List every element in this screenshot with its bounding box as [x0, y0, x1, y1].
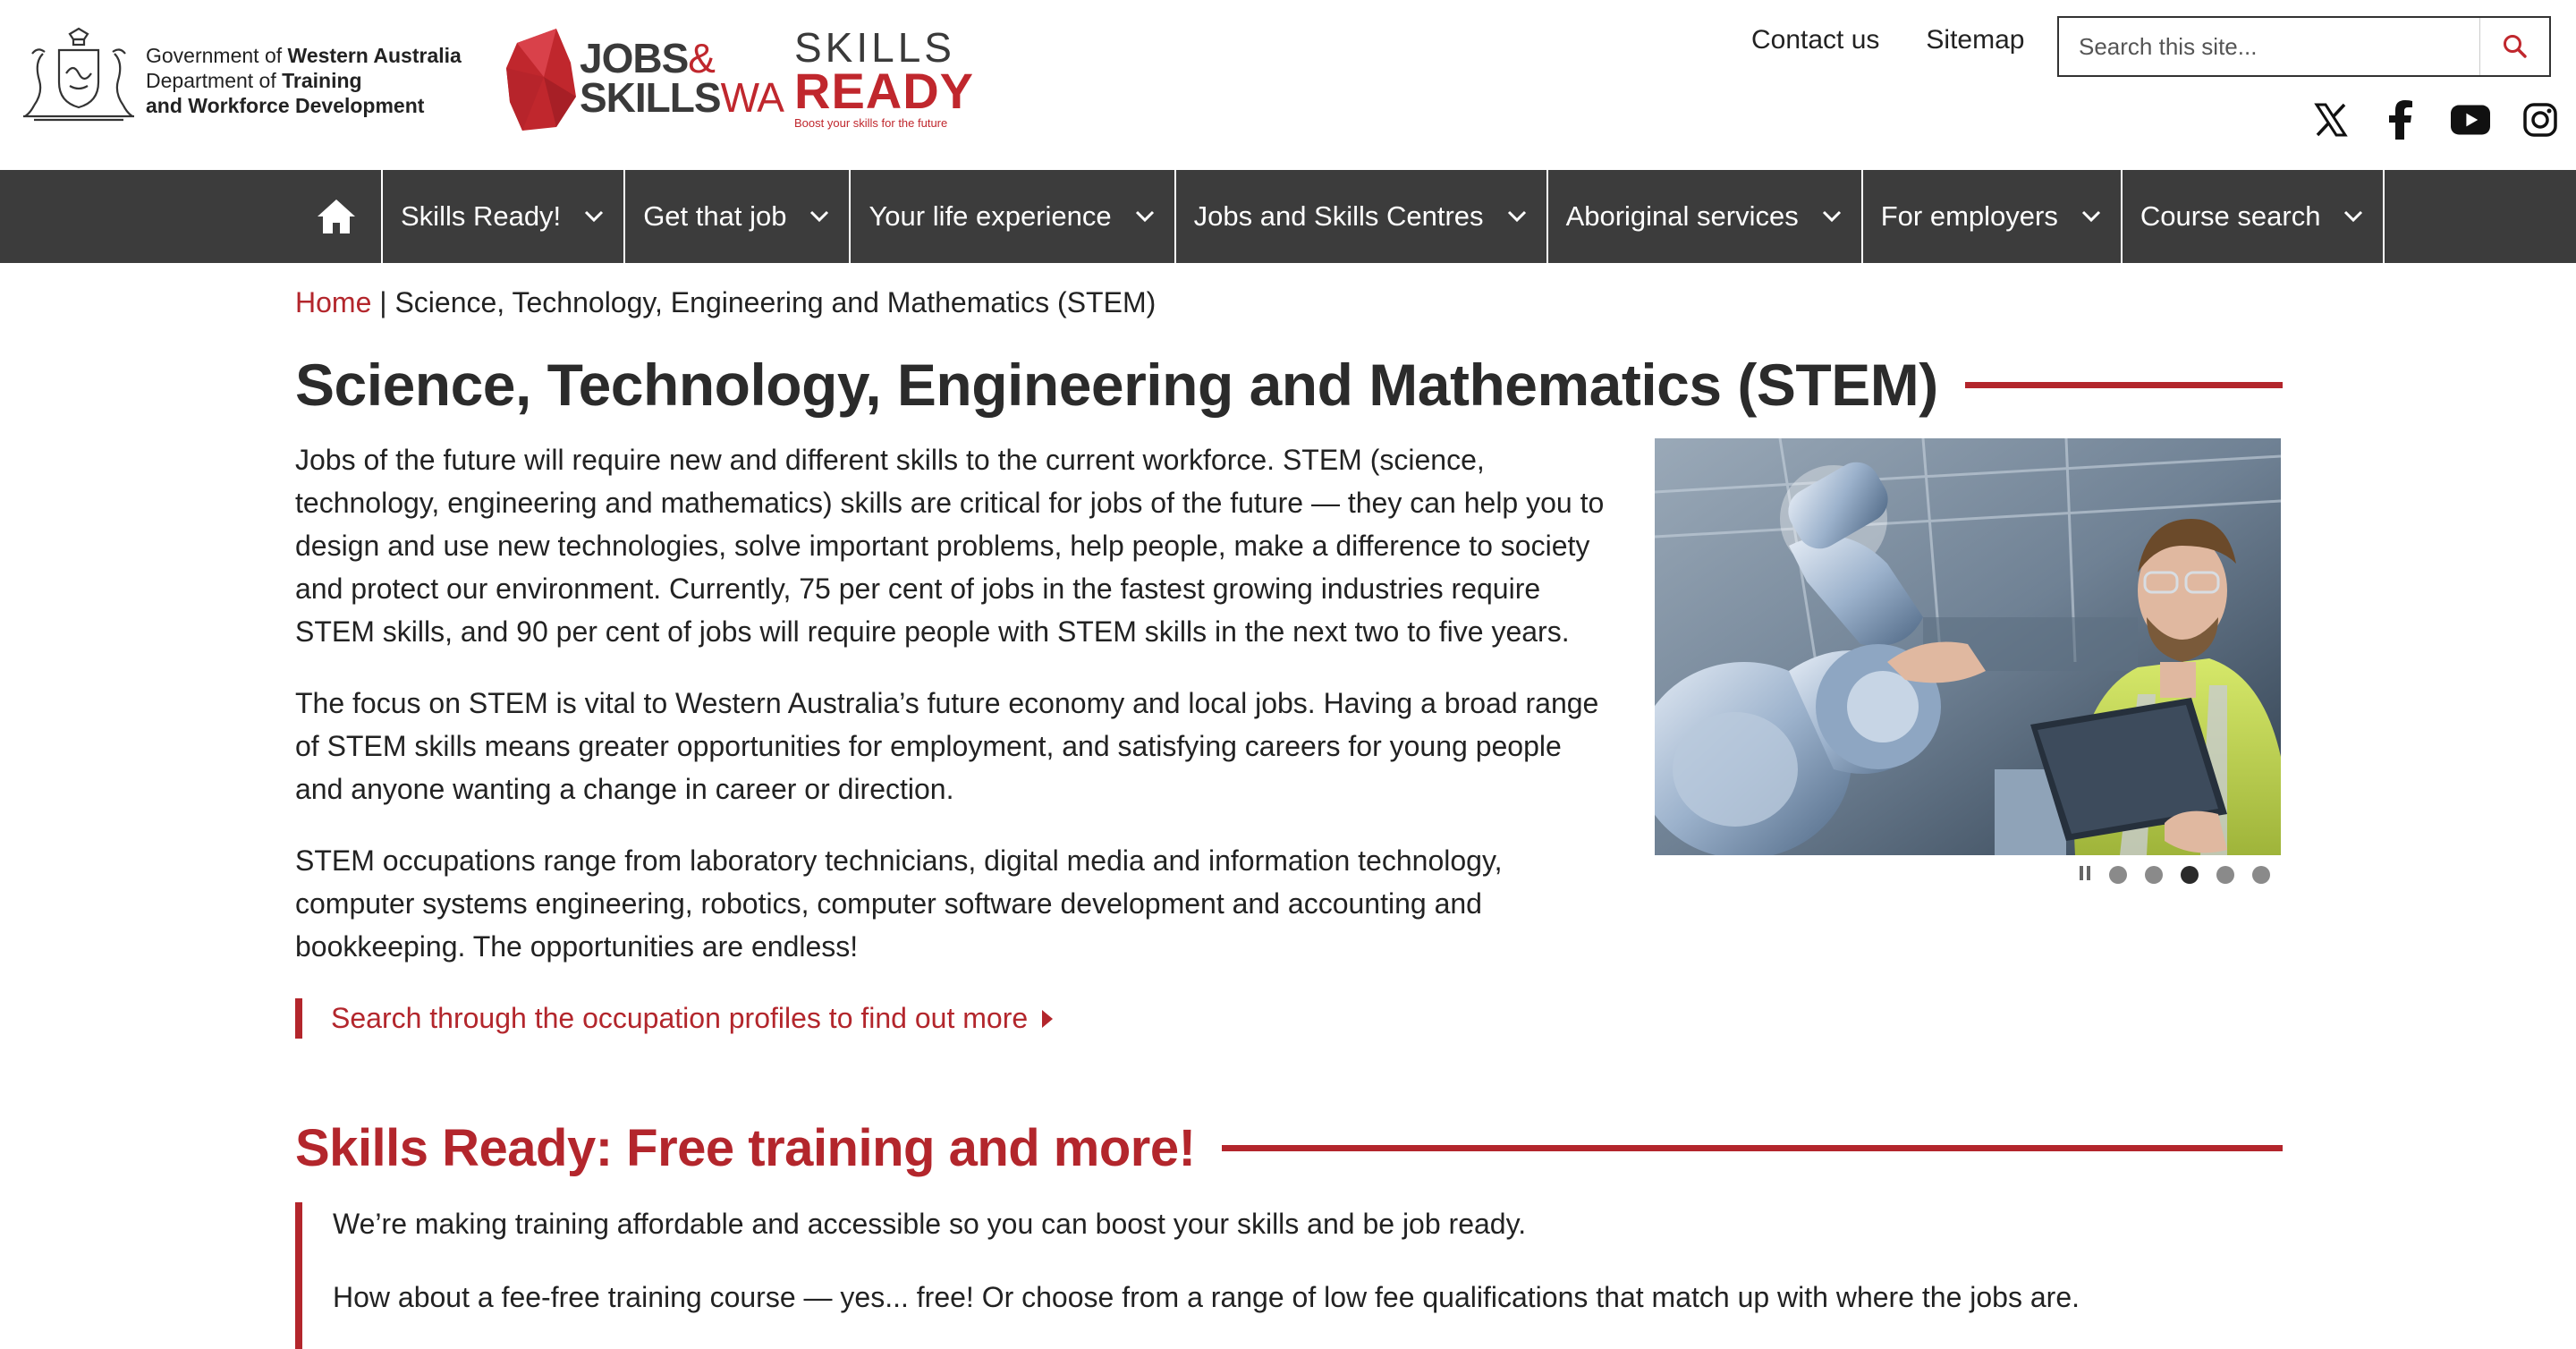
site-header	[0, 0, 2576, 170]
skills-ready-logo-top: SKILLS	[794, 24, 955, 71]
nav-item-your-life-experience[interactable]	[851, 170, 1175, 263]
x-icon[interactable]	[2311, 100, 2351, 140]
skills-ready-heading: Skills Ready: Free training and more!	[295, 1119, 1196, 1177]
carousel-dot[interactable]	[2216, 866, 2234, 884]
nav-item-label: Your life experience	[869, 200, 1112, 232]
breadcrumb-home-link[interactable]: Home	[295, 286, 372, 318]
chevron-down-icon	[809, 210, 829, 223]
skills-ready-callout	[295, 1202, 2283, 1349]
skills-ready-tagline: Boost your skills for the future	[794, 116, 948, 130]
nav-item-label: Aboriginal services	[1565, 200, 1799, 232]
search-icon	[2502, 33, 2529, 60]
search-button[interactable]	[2479, 18, 2549, 75]
jobs-logo-line2: SKILLSWA	[580, 74, 784, 121]
wa-coat-of-arms-logo[interactable]	[16, 27, 141, 125]
chevron-down-icon	[1507, 210, 1527, 223]
nav-item-skills-ready[interactable]	[383, 170, 625, 263]
search-input[interactable]	[2059, 18, 2479, 75]
carousel-dot[interactable]	[2252, 866, 2270, 884]
nav-item-label: Jobs and Skills Centres	[1193, 200, 1484, 232]
carousel-dot-active[interactable]	[2181, 866, 2199, 884]
skills-ready-heading-row	[295, 1118, 2283, 1178]
occupation-profiles-link[interactable]	[295, 998, 1053, 1039]
nav-home-button[interactable]	[292, 170, 383, 263]
intro-paragraph: Jobs of the future will require new and different skills to the current workforce. STEM (science, technology, engineering and mathematics) skills are critical for jobs of the future — they can help you to design and use new technologies, solve important problems, help people, make a difference to society and protect our environment. Currently, 75 per cent of jobs in the fastest growing industries require STEM skills, and 90 per cent of jobs will require people with STEM skills in the next two to five years.	[295, 444, 1605, 648]
intro-paragraph: The focus on STEM is vital to Western Australia’s future economy and local jobs. Having a broad range of STEM skills means greater opportunities for employment, and satisfying careers for young people and anyone wanting a change in career or direction.	[295, 687, 1599, 805]
home-icon	[316, 198, 357, 235]
carousel-pause-icon[interactable]	[2079, 866, 2091, 884]
sitemap-link[interactable]: Sitemap	[1926, 25, 2025, 55]
chevron-down-icon	[1135, 210, 1155, 223]
breadcrumb	[295, 286, 1156, 319]
social-links	[2311, 100, 2560, 140]
chevron-down-icon	[584, 210, 604, 223]
breadcrumb-current: Science, Technology, Engineering and Mathematics (STEM)	[394, 286, 1157, 318]
carousel-dot[interactable]	[2109, 866, 2127, 884]
nav-item-jobs-and-skills-centres[interactable]	[1176, 170, 1548, 263]
caret-right-icon	[1042, 1010, 1053, 1028]
intro-text	[295, 438, 1610, 997]
chevron-down-icon	[1822, 210, 1842, 223]
nav-item-aboriginal-services[interactable]	[1548, 170, 1863, 263]
intro-paragraph: STEM occupations range from laboratory technicians, digital media and information technology, computer systems engineering, robotics, computer software development and accounting and bookkeeping. The opportunities are endless!	[295, 844, 1503, 963]
youtube-icon[interactable]	[2451, 100, 2490, 140]
utility-links	[1751, 25, 2024, 55]
breadcrumb-separator: |	[371, 286, 395, 318]
chevron-down-icon	[2081, 210, 2101, 223]
facebook-icon[interactable]	[2381, 100, 2420, 140]
jobs-logo-line1: JOBS&	[580, 35, 715, 81]
skills-ready-logo-main: READY	[794, 63, 975, 119]
callout-line: How about a fee-free training course — yes... free! Or choose from a range of low fee qualifications that match up with where the jobs are.	[333, 1281, 2080, 1313]
skills-ready-logo[interactable]	[794, 24, 975, 134]
contact-us-link[interactable]: Contact us	[1751, 25, 1880, 55]
title-divider	[1965, 382, 2283, 388]
instagram-icon[interactable]	[2521, 100, 2560, 140]
carousel-dot[interactable]	[2145, 866, 2163, 884]
cta-label: Search through the occupation profiles to find out more	[331, 1002, 1029, 1034]
callout-line: We’re making training affordable and accessible so you can boost your skills and be job ready.	[333, 1208, 1527, 1240]
page-title-row	[295, 351, 2283, 419]
wa-map-mark-icon	[504, 27, 580, 134]
department-name: Government of Western Australia Department of Training and Workforce Development	[146, 44, 462, 117]
nav-item-label: Course search	[2140, 200, 2321, 232]
jobs-and-skills-wa-logo[interactable]	[504, 27, 784, 134]
nav-menu	[292, 170, 2385, 263]
page-title: Science, Technology, Engineering and Mathematics (STEM)	[295, 352, 1938, 418]
carousel-controls	[2079, 866, 2270, 884]
site-search	[2057, 16, 2551, 77]
nav-item-for-employers[interactable]	[1863, 170, 2123, 263]
carousel-image-robot-arm-engineer[interactable]	[1655, 438, 2281, 855]
skills-ready-divider	[1222, 1145, 2283, 1151]
chevron-down-icon	[2343, 210, 2363, 223]
main-navigation	[0, 170, 2576, 263]
nav-item-label: Skills Ready!	[401, 200, 562, 232]
nav-item-label: Get that job	[643, 200, 787, 232]
nav-item-course-search[interactable]	[2123, 170, 2385, 263]
nav-item-get-that-job[interactable]	[625, 170, 851, 263]
nav-item-label: For employers	[1880, 200, 2058, 232]
